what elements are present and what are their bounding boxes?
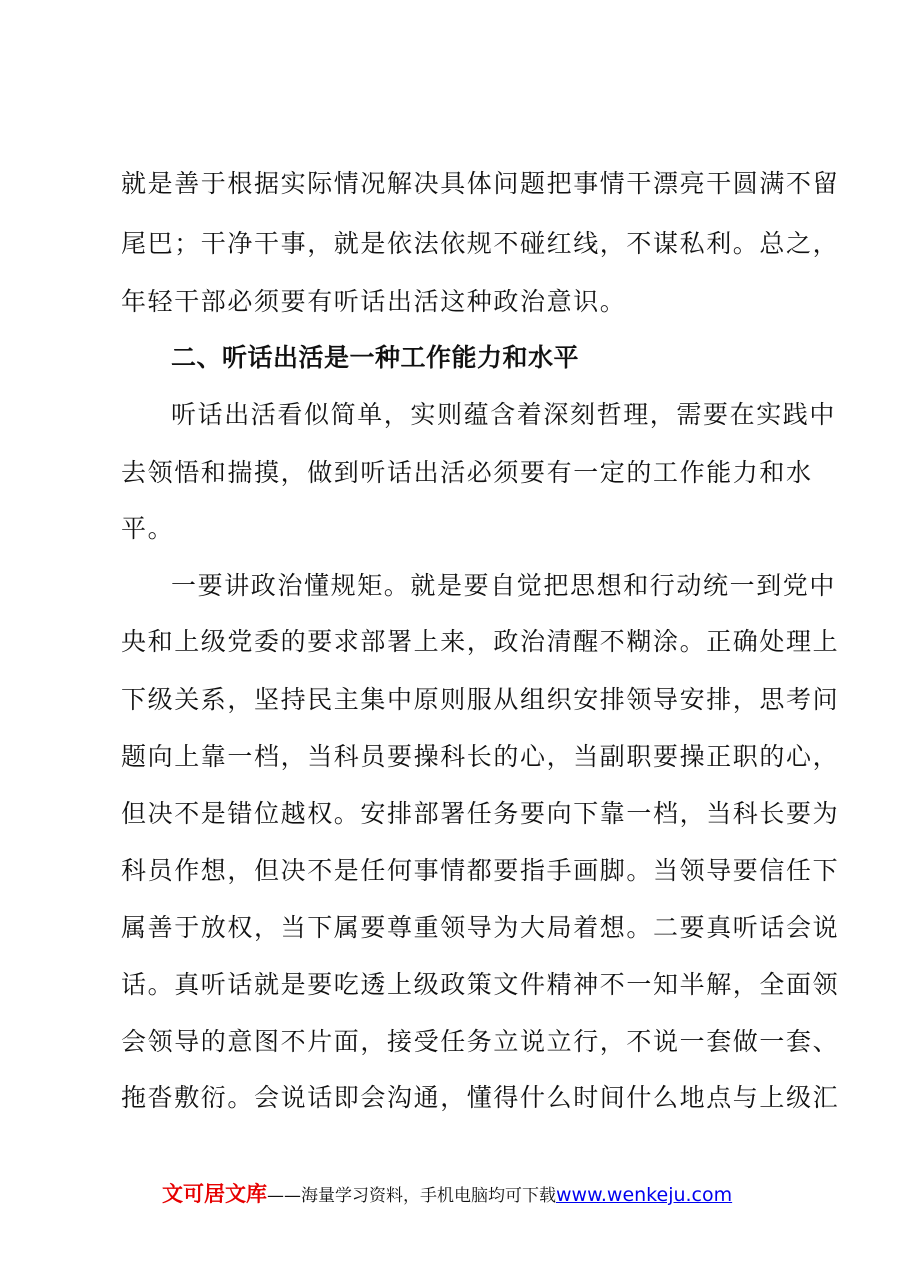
body-text-line: 就是善于根据实际情况解决具体问题把事情干漂亮干圆满不留 — [121, 169, 840, 198]
footer-banner — [162, 1180, 732, 1210]
body-text-line: 去领悟和揣摸，做到听话出活必须要有一定的工作能力和水 — [121, 458, 813, 487]
body-text-line: 听话出活看似简单，实则蕴含着深刻哲理，需要在实践中 — [171, 400, 837, 429]
footer-slogan: ——海量学习资料，手机电脑均可下载 — [267, 1186, 556, 1206]
body-text-line: 央和上级党委的要求部署上来，政治清醒不糊涂。正确处理上 — [121, 627, 840, 656]
body-text-line: 会领导的意图不片面，接受任务立说立行，不说一套做一套、 — [121, 1027, 840, 1056]
body-text-line: 一要讲政治懂规矩。就是要自觉把思想和行动统一到党中 — [171, 571, 837, 600]
body-text-line: 平。 — [121, 514, 175, 543]
body-text-line: 下级关系，坚持民主集中原则服从组织安排领导安排，思考问 — [121, 685, 840, 714]
body-text-line: 科员作想，但决不是任何事情都要指手画脚。当领导要信任下 — [121, 856, 840, 885]
body-text-line: 话。真听话就是要吃透上级政策文件精神不一知半解，全面领 — [121, 970, 840, 999]
body-text-line: 拖沓敷衍。会说话即会沟通，懂得什么时间什么地点与上级汇 — [121, 1083, 840, 1112]
body-text-line: 年轻干部必须要有听话出活这种政治意识。 — [121, 287, 627, 316]
footer-website-link[interactable]: www.wenkeju.com — [556, 1184, 733, 1206]
body-text-line: 但决不是错位越权。安排部署任务要向下靠一档，当科长要为 — [121, 799, 840, 828]
body-text-line: 属善于放权，当下属要尊重领导为大局着想。二要真听话会说 — [121, 913, 840, 942]
footer-brand: 文可居文库 — [162, 1182, 267, 1206]
body-text-line: 尾巴；干净干事，就是依法依规不碰红线，不谋私利。总之， — [121, 229, 840, 258]
section-heading: 二、听话出活是一种工作能力和水平 — [171, 343, 580, 372]
body-text-line: 题向上靠一档，当科员要操科长的心，当副职要操正职的心， — [121, 742, 840, 771]
